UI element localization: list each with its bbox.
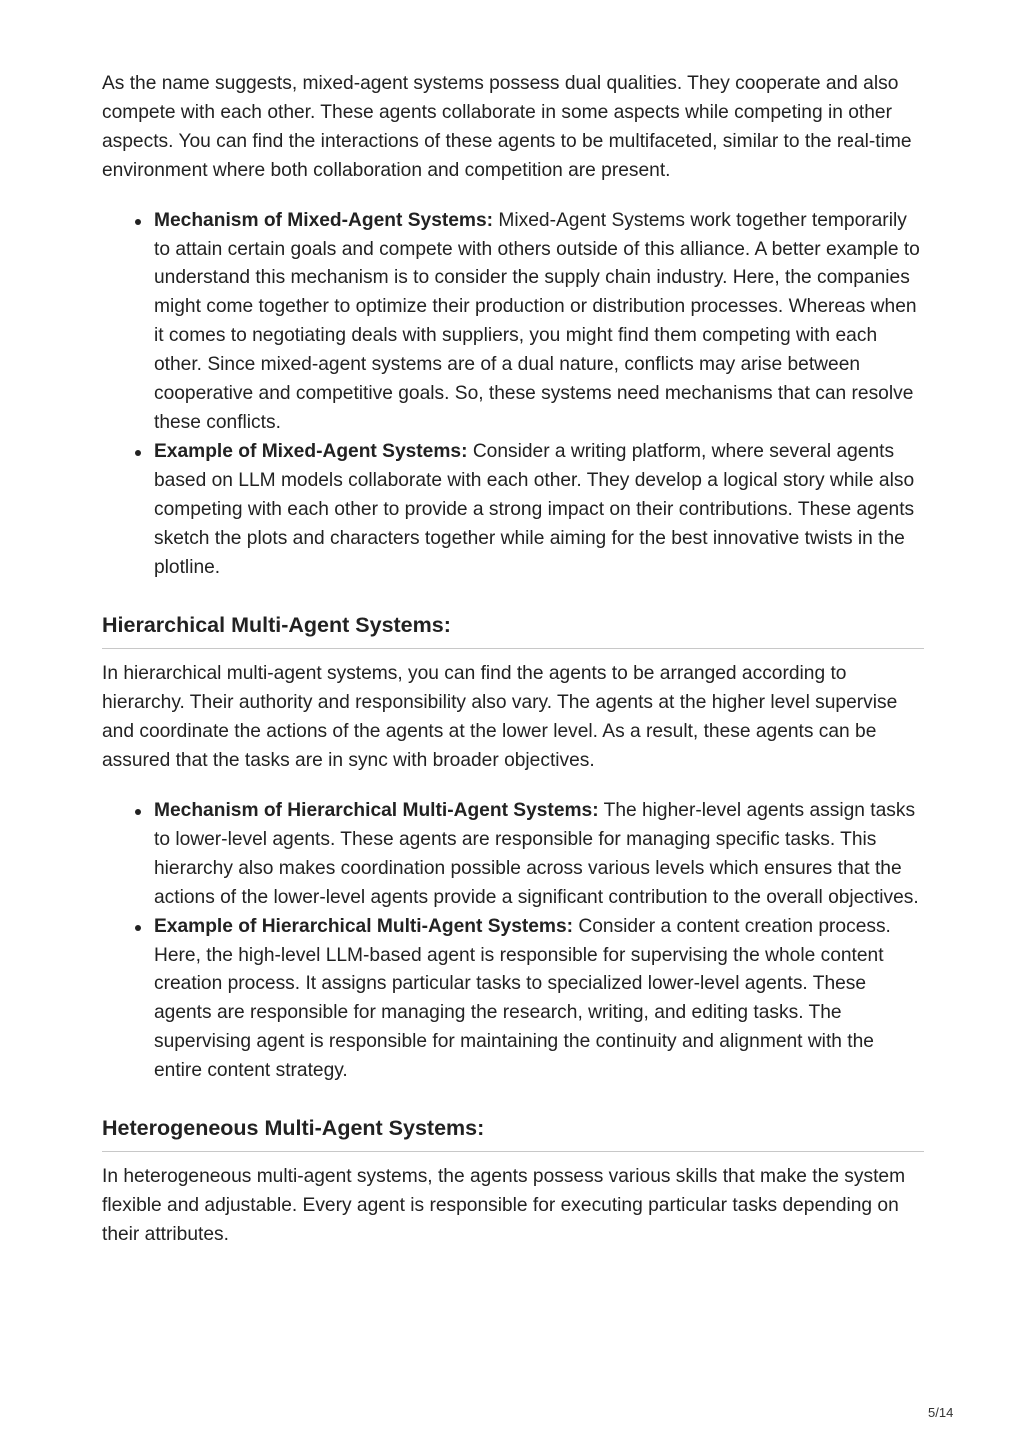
bullet-lead: Mechanism of Hierarchical Multi-Agent Systems:	[154, 800, 599, 822]
list-item	[154, 207, 924, 438]
mixed-bullet-list	[102, 207, 924, 583]
bullet-lead: Example of Mixed-Agent Systems:	[154, 440, 468, 462]
list-item	[154, 797, 924, 913]
bullet-lead: Mechanism of Mixed-Agent Systems:	[154, 209, 494, 231]
bullet-lead: Example of Hierarchical Multi-Agent Systems:	[154, 915, 574, 937]
hierarchical-bullet-list	[102, 797, 924, 1086]
hierarchical-intro-paragraph: In hierarchical multi-agent systems, you can find the agents to be arranged according to hierarchy. Their authority and responsibility also vary. The agents at the higher level supervise and coordinate the actions of the agents at the lower level. As a result, these agents can be assured that the tasks are in sync with broader objectives.	[102, 663, 898, 772]
bullet-text: Consider a writing platform, where several agents based on LLM models collaborate with each other. They develop a logical story while also competing with each other to provide a strong impact on their contributions. These agents sketch the plots and characters together while aiming for the best innovative twists in the plotline.	[154, 440, 915, 578]
heterogeneous-heading: Heterogeneous Multi-Agent Systems:	[102, 1113, 924, 1152]
page-number: 5/14	[928, 1405, 954, 1420]
mixed-intro-paragraph: As the name suggests, mixed-agent systems possess dual qualities. They cooperate and also compete with each other. These agents collaborate in some aspects while competing in other aspects. You can find the interactions of these agents to be multifaceted, similar to the real-time environment where both collaboration and competition are present.	[102, 73, 912, 181]
bullet-text: The higher-level agents assign tasks to lower-level agents. These agents are responsible for managing specific tasks. This hierarchy also makes coordination possible across various levels which ensures that the actions of the lower-level agents provide a significant contribution to the overall objectives.	[154, 800, 919, 908]
document-body	[102, 70, 924, 1250]
hierarchical-heading: Hierarchical Multi-Agent Systems:	[102, 610, 924, 649]
bullet-text: Mixed-Agent Systems work together temporarily to attain certain goals and compete with others outside of this alliance. A better example to understand this mechanism is to consider the supply chain industry. Here, the companies might come together to optimize their production or distribution processes. Whereas when it comes to negotiating deals with suppliers, you might find them competing with each other. Since mixed-agent systems are of a dual nature, conflicts may arise between cooperative and competitive goals. So, these systems need mechanisms that can resolve these conflicts.	[154, 209, 920, 433]
bullet-text: Consider a content creation process. Here, the high-level LLM-based agent is responsible for supervising the whole content creation process. It assigns particular tasks to specialized lower-level agents. These agents are responsible for managing the research, writing, and editing tasks. The supervising agent is responsible for maintaining the continuity and alignment with the entire content strategy.	[154, 915, 891, 1082]
list-item	[154, 438, 924, 583]
heterogeneous-intro-paragraph: In heterogeneous multi-agent systems, the agents possess various skills that make the system flexible and adjustable. Every agent is responsible for executing particular tasks depending on their attributes.	[102, 1166, 906, 1245]
list-item	[154, 913, 924, 1086]
